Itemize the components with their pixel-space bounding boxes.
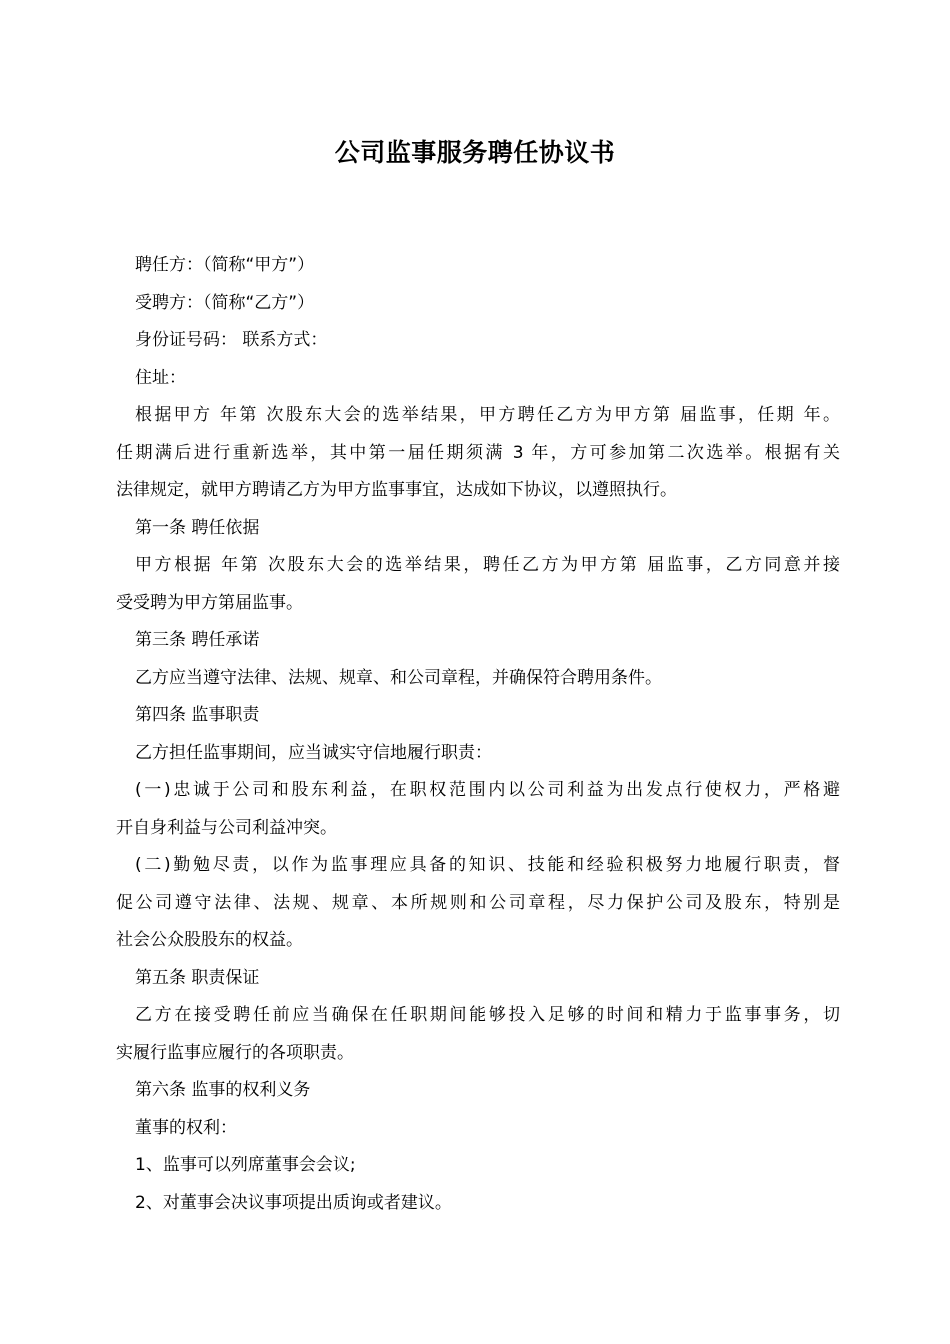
paragraph-line: 开自身利益与公司利益冲突。 — [116, 817, 337, 838]
address-line: 住址： — [135, 367, 186, 388]
paragraph-line: 法律规定，就甲方聘请乙方为甲方监事事宜，达成如下协议，以遵照执行。 — [116, 480, 677, 500]
paragraph-line: 乙方在接受聘任前应当确保在任职期间能够投入足够的时间和精力于监事事务，切 — [135, 1005, 840, 1025]
paragraph-line: 乙方应当遵守法律、法规、规章、和公司章程，并确保符合聘用条件。 — [135, 667, 662, 688]
paragraph-line: 根据甲方 年第 次股东大会的选举结果，甲方聘任乙方为甲方第 届监事，任期 年。 — [135, 405, 840, 425]
article-heading: 第五条 职责保证 — [135, 967, 260, 988]
article-heading: 第四条 监事职责 — [135, 705, 260, 725]
list-item: 1、监事可以列席董事会会议; — [135, 1155, 356, 1175]
paragraph-line: (二)勤勉尽责，以作为监事理应具备的知识、技能和经验积极努力地履行职责，督 — [135, 855, 840, 875]
document-title: 公司监事服务聘任协议书 — [334, 138, 616, 167]
paragraph-line: 实履行监事应履行的各项职责。 — [116, 1042, 354, 1063]
paragraph-line: 受受聘为甲方第届监事。 — [116, 592, 303, 613]
article-heading: 第三条 聘任承诺 — [135, 630, 260, 650]
paragraph-line: 董事的权利： — [135, 1117, 237, 1138]
employer-line: 聘任方：（简称“甲方”） — [135, 255, 315, 275]
paragraph-line: 甲方根据 年第 次股东大会的选举结果，聘任乙方为甲方第 届监事，乙方同意并接 — [135, 555, 840, 575]
paragraph-line: 乙方担任监事期间，应当诚实守信地履行职责： — [135, 742, 492, 763]
paragraph-line: (一)忠诚于公司和股东利益，在职权范围内以公司利益为出发点行使权力，严格避 — [135, 780, 840, 800]
list-item: 2、对董事会决议事项提出质询或者建议。 — [135, 1192, 452, 1213]
paragraph-line: 任期满后进行重新选举，其中第一届任期须满 3 年，方可参加第二次选举。根据有关 — [116, 442, 840, 463]
paragraph-line: 促公司遵守法律、法规、规章、本所规则和公司章程，尽力保护公司及股东，特别是 — [116, 892, 840, 913]
employee-line: 受聘方：（简称“乙方”） — [135, 292, 315, 313]
article-heading: 第六条 监事的权利义务 — [135, 1080, 311, 1100]
paragraph-line: 社会公众股股东的权益。 — [116, 930, 303, 950]
article-heading: 第一条 聘任依据 — [135, 517, 260, 538]
document-body — [116, 247, 840, 1222]
id-contact-line: 身份证号码： 联系方式： — [135, 330, 328, 350]
